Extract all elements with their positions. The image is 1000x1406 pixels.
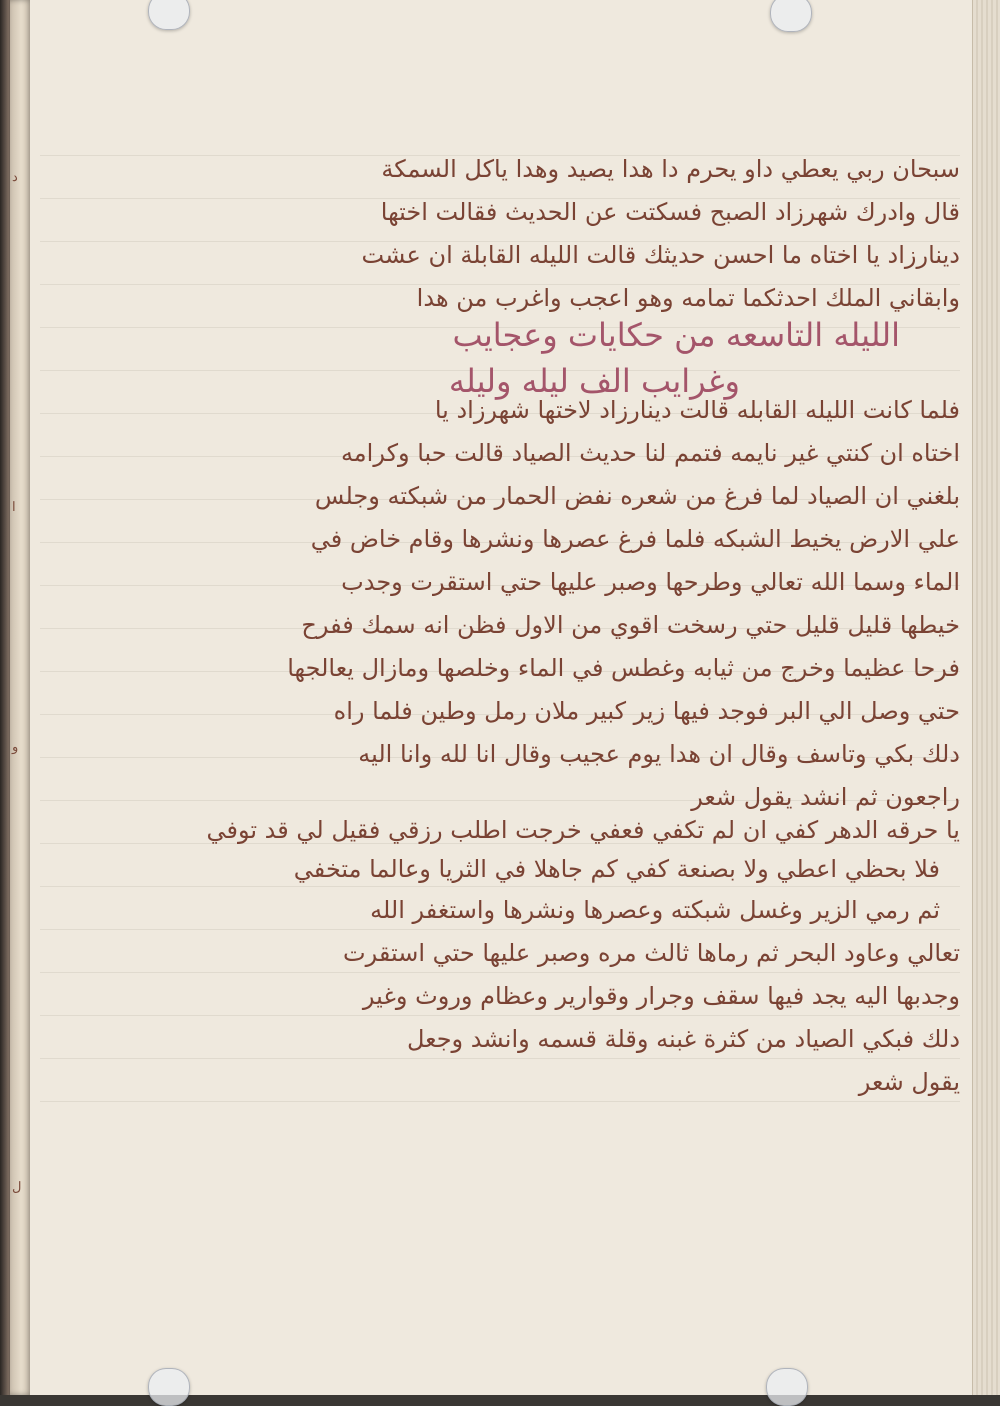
manuscript-line: قال وادرك شهرزاد الصبح فسكتت عن الحديث فقالت اختها <box>380 198 960 226</box>
manuscript-line: فرحا عظيما وخرج من ثيابه وغطس في الماء وخلصها ومازال يعالجها <box>287 654 960 682</box>
manuscript-line: ثم رمي الزير وغسل شبكته وعصرها ونشرها واستغفر الله <box>370 896 940 924</box>
manuscript-line: وجدبها اليه يجد فيها سقف وجرار وقوارير وعظام وروث وغير <box>362 982 960 1010</box>
page-clip-top-left <box>148 0 190 30</box>
manuscript-line: بلغني ان الصياد لما فرغ من شعره نفض الحمار من شبكته وجلس <box>314 482 960 510</box>
manuscript-line: دينارزاد يا اختاه ما احسن حديثك قالت الليله القابلة ان عشت <box>361 241 960 269</box>
page-stack-edge <box>972 0 1000 1395</box>
manuscript-line: يقول شعر <box>858 1068 960 1096</box>
manuscript-line: خيطها قليل قليل حتي رسخت اقوي من الاول فظن انه سمك ففرح <box>301 611 960 639</box>
facing-page-edge <box>10 0 32 1395</box>
verse-line: يا حرقه الدهر كفي ان لم تكفي فعفي خرجت اطلب رزقي فقيل لي قد توفي <box>206 816 960 844</box>
facing-page-glyph: و <box>12 740 19 755</box>
chapter-heading: الليله التاسعه من حكايات وعجايب <box>452 316 900 354</box>
manuscript-line: راجعون ثم انشد يقول شعر <box>691 783 960 811</box>
ruled-line <box>40 1058 960 1059</box>
chapter-heading: وغرايب الف ليله وليله <box>448 362 740 400</box>
manuscript-line: سبحان ربي يعطي داو يحرم دا هدا يصيد وهدا ياكل السمكة <box>381 155 960 183</box>
manuscript-line: الماء وسما الله تعالي وطرحها وصبر عليها حتي استقرت وجدب <box>341 568 960 596</box>
facing-page-glyph: ا <box>12 500 16 515</box>
page-clip-top-right <box>770 0 812 32</box>
ruled-line <box>40 1015 960 1016</box>
manuscript-line: حتي وصل الي البر فوجد فيها زير كبير ملان رمل وطين فلما راه <box>333 697 960 725</box>
manuscript-line: فلما كانت الليله القابله قالت دينارزاد لاختها شهرزاد يا <box>434 396 960 424</box>
verse-line: فلا بحظي اعطي ولا بصنعة كفي كم جاهلا في الثريا وعالما متخفي <box>293 855 940 883</box>
page-clip-bottom-left <box>148 1368 190 1406</box>
facing-page-glyph: ل <box>12 1180 22 1195</box>
ruled-line <box>40 972 960 973</box>
manuscript-line: دلك بكي وتاسف وقال ان هدا يوم عجيب وقال انا لله وانا اليه <box>358 740 960 768</box>
facing-page-glyph: د <box>12 170 18 185</box>
manuscript-line: اختاه ان كنتي غير نايمه فتمم لنا حديث الصياد قالت حبا وكرامه <box>340 439 960 467</box>
manuscript-line: تعالي وعاود البحر ثم رماها ثالث مره وصبر عليها حتي استقرت <box>343 939 960 967</box>
ruled-line <box>40 886 960 887</box>
ruled-line <box>40 929 960 930</box>
manuscript-line: وابقاني الملك احدثكما تمامه وهو اعجب واغرب من هدا <box>416 284 960 312</box>
manuscript-line: علي الارض يخيط الشبكه فلما فرغ عصرها ونشرها وقام خاض في <box>310 525 960 553</box>
page-clip-bottom-right <box>766 1368 808 1406</box>
ruled-line <box>40 1101 960 1102</box>
manuscript-line: دلك فبكي الصياد من كثرة غبنه وقلة قسمه وانشد وجعل <box>406 1025 960 1053</box>
